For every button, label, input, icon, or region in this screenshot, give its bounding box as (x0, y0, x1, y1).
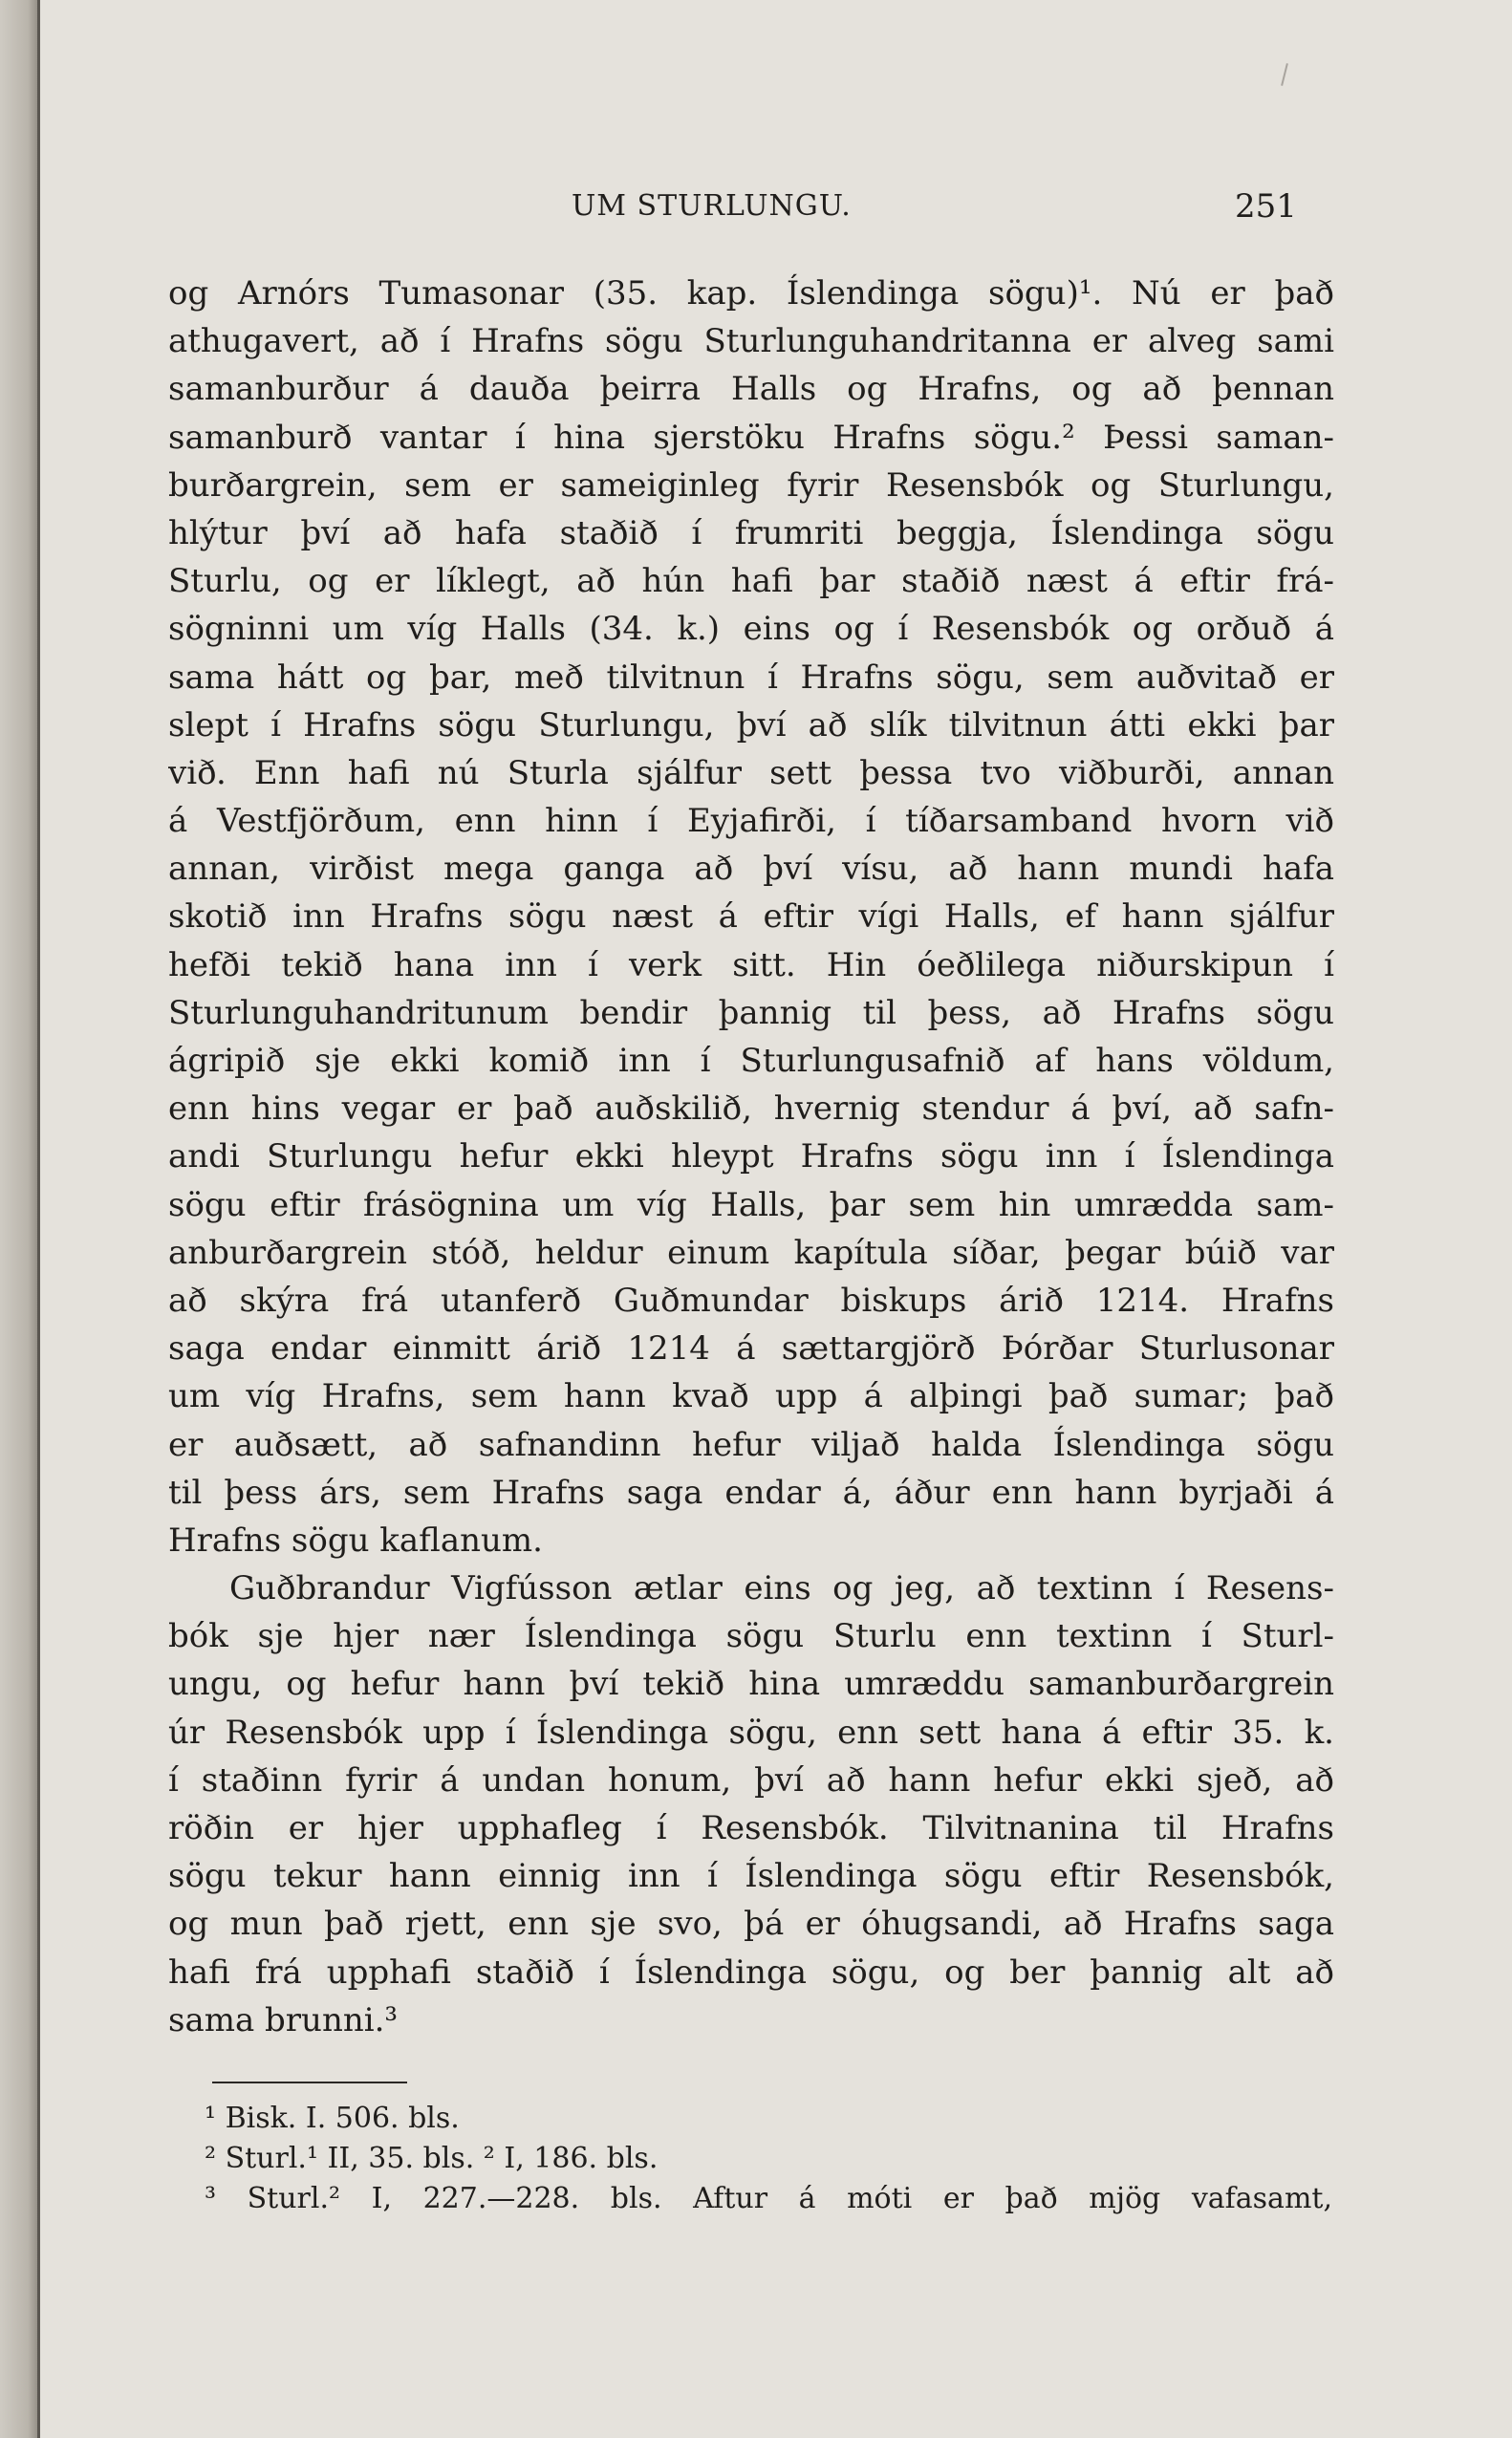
text-line: bók sje hjer nær Íslendinga sögu Sturlu enn textinn í Sturl- (168, 1617, 1334, 1656)
text-line: samanburður á dauða þeirra Halls og Hrafns, og að þennan (168, 370, 1334, 409)
footnote-divider (212, 2082, 407, 2083)
text-line: á Vestfjörðum, enn hinn í Eyjafirði, í tíðarsamband hvorn við (168, 802, 1334, 841)
text-line: og Arnórs Tumasonar (35. kap. Íslendinga sögu)¹. Nú er það (168, 274, 1334, 313)
text-line: Guðbrandur Vigfússon ætlar eins og jeg, að textinn í Resens- (229, 1569, 1334, 1608)
footnotes (205, 2099, 1332, 2219)
footnote: ¹ Bisk. I. 506. bls. (205, 2102, 460, 2135)
text-line: í staðinn fyrir á undan honum, því að hann hefur ekki sjeð, að (168, 1760, 1334, 1800)
text-line: slept í Hrafns sögu Sturlungu, því að slík tilvitnun átti ekki þar (168, 705, 1334, 744)
book-page (40, 0, 1512, 2438)
text-line: sama brunni.³ (168, 2000, 399, 2039)
text-line: sama hátt og þar, með tilvitnun í Hrafns sögu, sem auðvitað er (168, 658, 1334, 697)
text-line: sögninni um víg Halls (34. k.) eins og í Resensbók og orðuð á (168, 610, 1334, 649)
pencil-mark (1281, 63, 1288, 86)
page-number: 251 (1235, 187, 1297, 226)
text-line: úr Resensbók upp í Íslendinga sögu, enn sett hana á eftir 35. k. (168, 1713, 1334, 1752)
text-line: við. Enn hafi nú Sturla sjálfur sett þessa tvo viðburði, annan (168, 753, 1334, 792)
text-line: burðargrein, sem er sameiginleg fyrir Resensbók og Sturlungu, (168, 465, 1334, 505)
text-line: saga endar einmitt árið 1214 á sættargjörð Þórðar Sturlusonar (168, 1329, 1334, 1369)
text-line: og mun það rjett, enn sje svo, þá er óhugsandi, að Hrafns saga (168, 1905, 1334, 1944)
text-line: sögu eftir frásögnina um víg Halls, þar sem hin umrædda sam- (168, 1185, 1334, 1224)
text-line: annan, virðist mega ganga að því vísu, að hann mundi hafa (168, 850, 1334, 889)
text-line: er auðsætt, að safnandinn hefur viljað halda Íslendinga sögu (168, 1425, 1334, 1464)
text-line: anburðargrein stóð, heldur einum kapítula síðar, þegar búið var (168, 1233, 1334, 1272)
text-line: skotið inn Hrafns sögu næst á eftir vígi Halls, ef hann sjálfur (168, 897, 1334, 937)
book-spine-shadow (0, 0, 40, 2438)
text-line: ágripið sje ekki komið inn í Sturlungusafnið af hans völdum, (168, 1042, 1334, 1080)
text-line: ungu, og hefur hann því tekið hina umræddu samanburðargrein (168, 1665, 1334, 1704)
body-text (168, 270, 1334, 2044)
footnote: ³ Sturl.² I, 227.—228. bls. Aftur á móti er það mjög vafasamt, (205, 2182, 1332, 2215)
text-line: röðin er hjer upphafleg í Resensbók. Tilvitnanina til Hrafns (168, 1809, 1334, 1847)
text-line: hefði tekið hana inn í verk sitt. Hin óeðlilega niðurskipun í (168, 945, 1334, 984)
text-line: Sturlunguhandritunum bendir þannig til þess, að Hrafns sögu (168, 993, 1334, 1032)
text-line: um víg Hrafns, sem hann kvað upp á alþingi það sumar; það (168, 1377, 1334, 1416)
text-line: hafi frá upphafi staðið í Íslendinga sögu, og ber þannig alt að (168, 1953, 1334, 1992)
text-line: til þess árs, sem Hrafns saga endar á, áður enn hann byrjaði á (168, 1473, 1334, 1512)
text-line: hlýtur því að hafa staðið í frumriti beggja, Íslendinga sögu (168, 513, 1334, 552)
text-line: athugavert, að í Hrafns sögu Sturlunguhandritanna er alveg sami (168, 322, 1334, 361)
text-line: að skýra frá utanferð Guðmundar biskups árið 1214. Hrafns (168, 1281, 1334, 1320)
page-header (40, 189, 1512, 231)
footnote: ² Sturl.¹ II, 35. bls. ² I, 186. bls. (205, 2142, 659, 2175)
running-title: UM STURLUNGU. (572, 189, 852, 223)
text-line: andi Sturlungu hefur ekki hleypt Hrafns sögu inn í Íslendinga (168, 1137, 1334, 1176)
text-line: sögu tekur hann einnig inn í Íslendinga sögu eftir Resensbók, (168, 1857, 1334, 1896)
text-line: enn hins vegar er það auðskilið, hvernig stendur á því, að safn- (168, 1090, 1334, 1129)
text-line: Sturlu, og er líklegt, að hún hafi þar staðið næst á eftir frá- (168, 562, 1334, 601)
text-line: Hrafns sögu kaflanum. (168, 1521, 543, 1560)
text-line: samanburð vantar í hina sjerstöku Hrafns sögu.² Þessi saman- (168, 418, 1334, 457)
